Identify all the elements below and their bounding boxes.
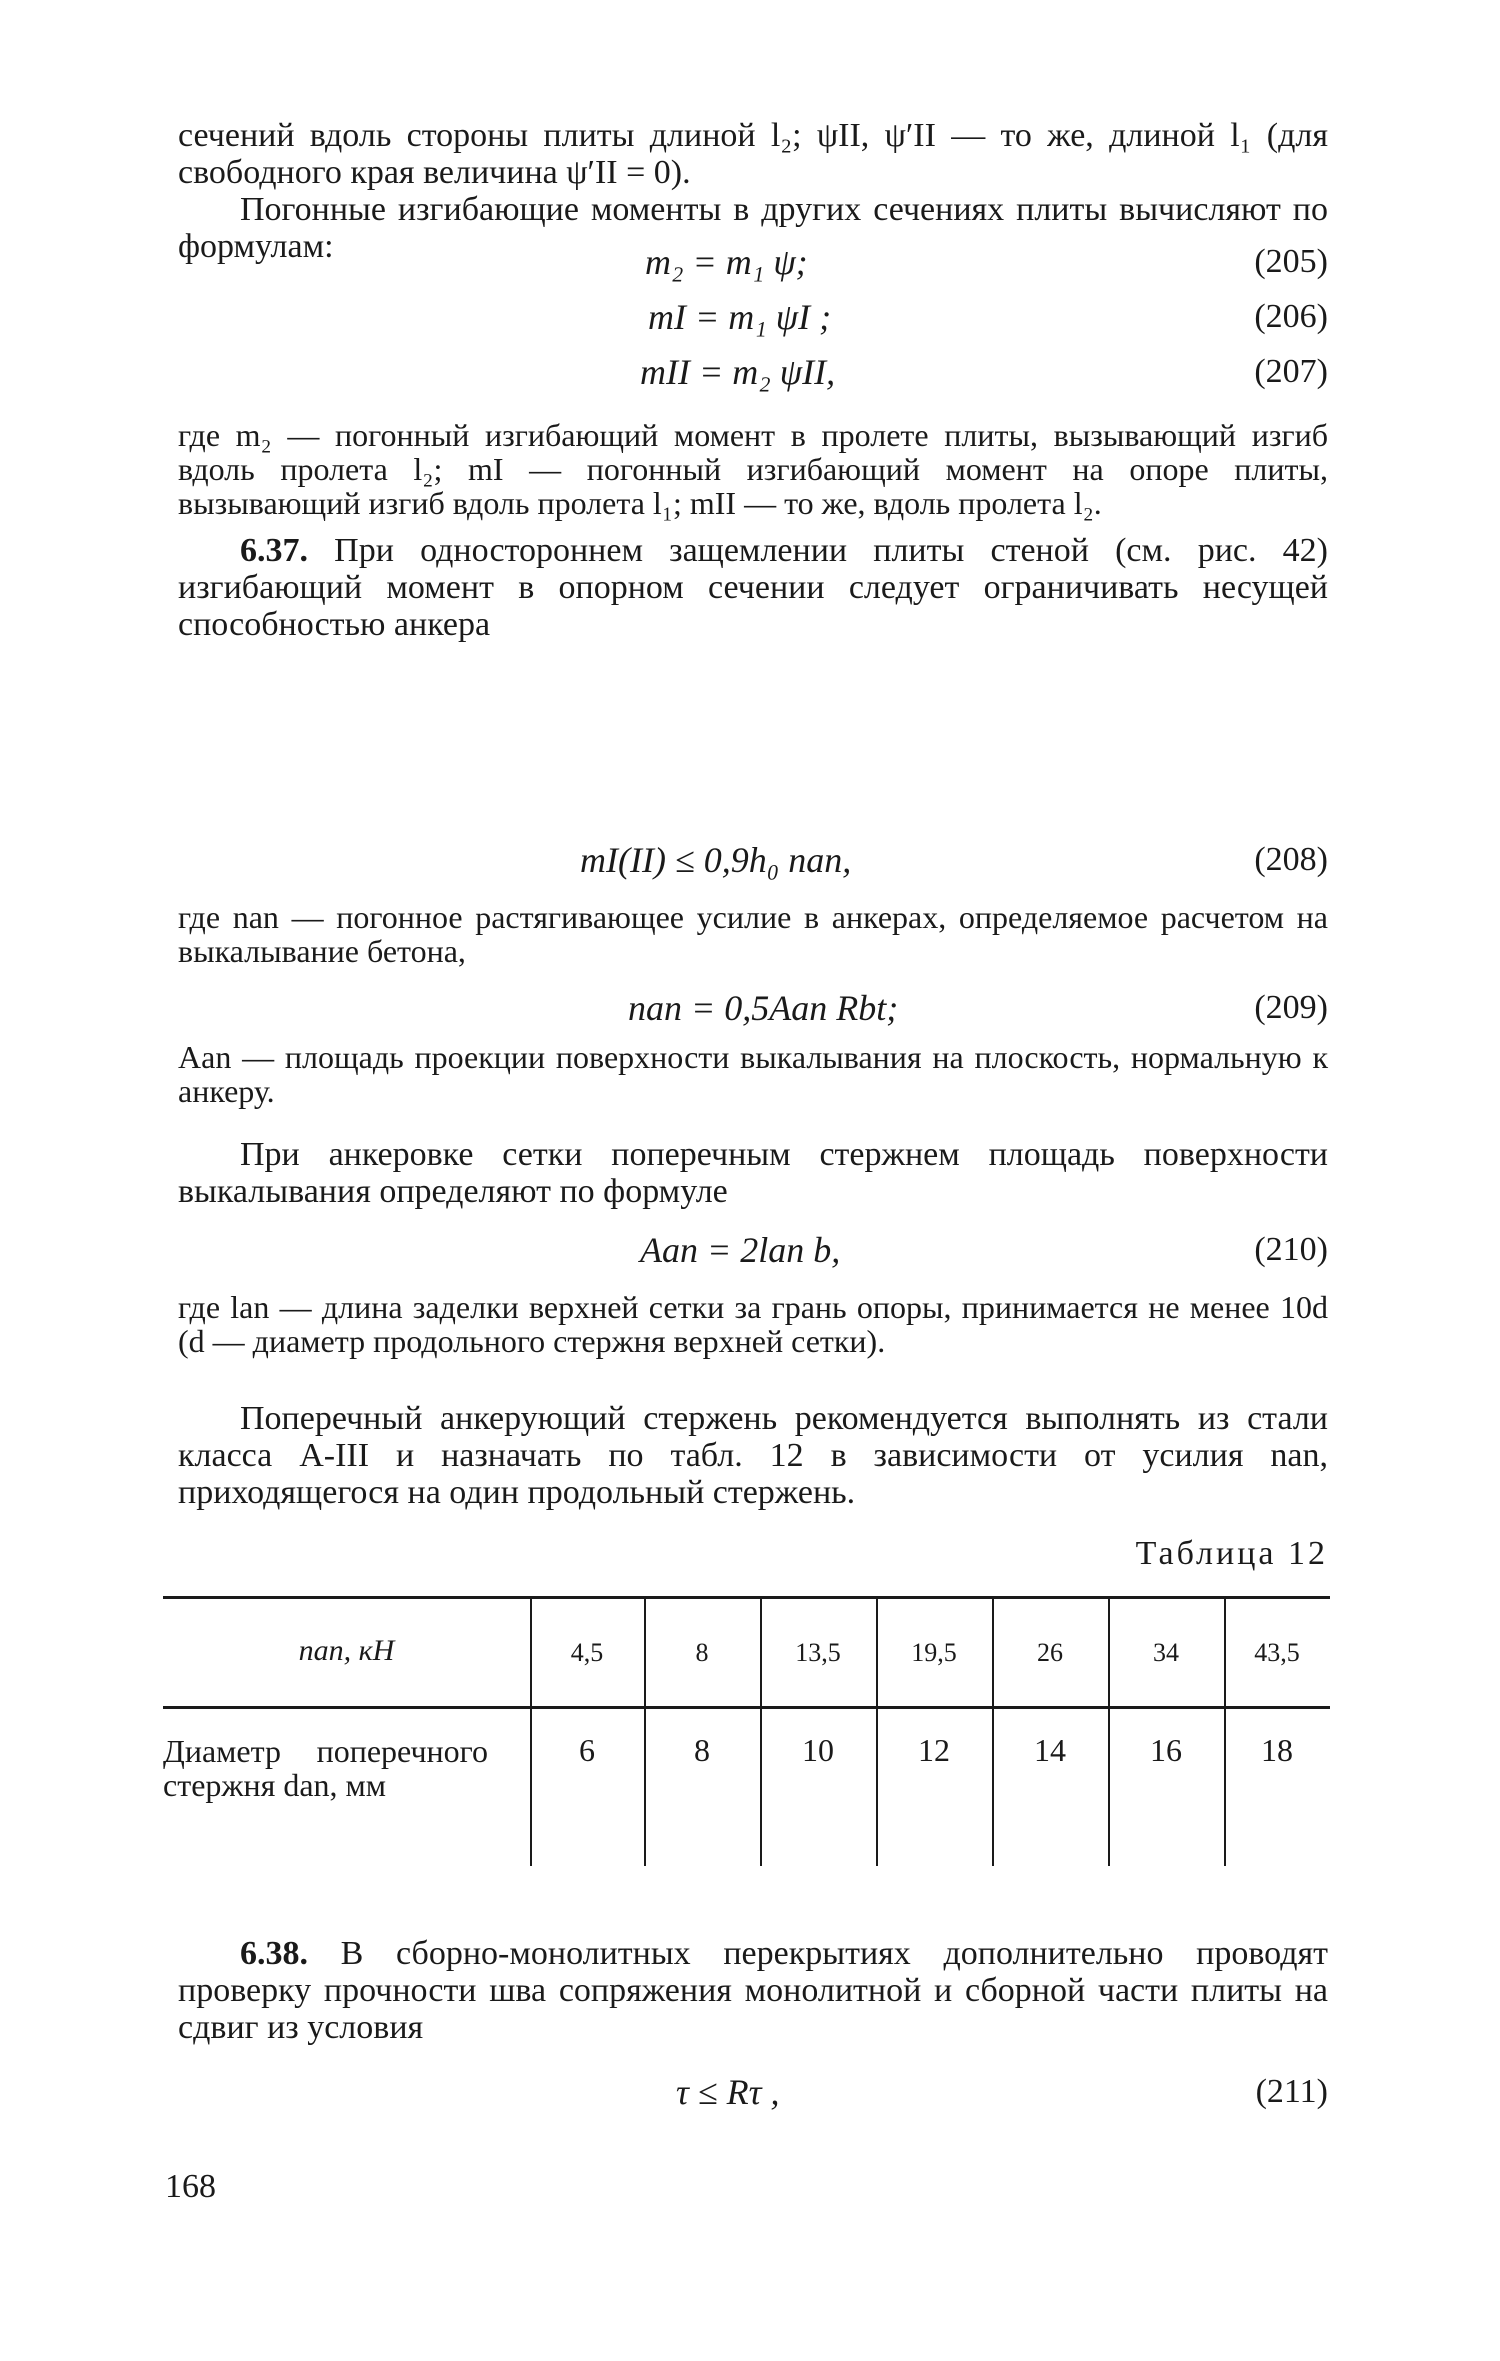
table-top-rule (163, 1596, 1330, 1599)
table-row-label: Диаметр поперечного стержня dan, мм (163, 1733, 488, 1803)
table-header-cell: 26 (1037, 1638, 1063, 1667)
paragraph-4-text: При одностороннем защемлении плиты стеной (см. рис. 42) изгибающий момент в опорном сечении следует ограничивать несущей способностью анкера (178, 532, 1328, 643)
table-column-divider (992, 1596, 994, 1866)
paragraph-2: Погонные изгибающие моменты в других сечениях плиты вычисляют по формулам: (178, 191, 1328, 265)
table-header-cell: 4,5 (570, 1638, 604, 1667)
equation-207: mII = m₂ ψII, (640, 352, 836, 392)
table-value-cell: 10 (802, 1732, 834, 1768)
table-header-cell: 19,5 (911, 1638, 957, 1667)
table-value-cell: 14 (1034, 1732, 1066, 1768)
table-12 (163, 1596, 1330, 1878)
table-column-divider (876, 1596, 878, 1866)
equation-211: τ ≤ Rτ , (676, 2072, 780, 2112)
table-value-cell: 12 (918, 1732, 950, 1768)
equation-number-208: (208) (1254, 841, 1328, 878)
table-column-divider (1108, 1596, 1110, 1866)
equation-206: mI = m₁ ψI ; (648, 297, 832, 337)
table-value-cell: 6 (579, 1732, 595, 1768)
equation-205: m₂ = m₁ ψ; (645, 242, 808, 282)
paragraph-7: При анкеровке сетки поперечным стержнем площадь поверхности выкалывания определяют по формуле (178, 1136, 1328, 1210)
table-header-cell: 43,5 (1254, 1638, 1300, 1667)
equation-number-210: (210) (1254, 1231, 1328, 1268)
equation-number-206: (206) (1254, 298, 1328, 335)
section-number-6-38: 6.38. (240, 1935, 308, 1972)
table-value-cell: 8 (694, 1732, 710, 1768)
table-column-divider (644, 1596, 646, 1866)
table-value-cell: 18 (1261, 1732, 1293, 1768)
equation-number-211: (211) (1255, 2073, 1328, 2110)
paragraph-10-text: В сборно-монолитных перекрытиях дополнительно проводят проверку прочности шва сопряжения монолитной и сборной части плиты на сдвиг из условия (178, 1935, 1328, 2046)
table-header-label: nan, кН (298, 1634, 395, 1667)
paragraph-5: где nan — погонное растягивающее усилие в анкерах, определяемое расчетом на выкалывание бетона, (178, 899, 1328, 969)
table-column-divider (1224, 1596, 1226, 1866)
table-header-cell: 8 (695, 1638, 709, 1667)
paragraph-1: сечений вдоль стороны плиты длиной l₂; ψII, ψ′II — то же, длиной l₁ (для свободного края величина ψ′II = 0). (178, 117, 1328, 191)
table-caption: Таблица 12 (1135, 1535, 1328, 1572)
paragraph-8: где lan — длина заделки верхней сетки за грань опоры, принимается не менее 10d (d — диаметр продольного стержня верхней сетки). (178, 1289, 1328, 1359)
paragraph-6: Aan — площадь проекции поверхности выкалывания на плоскость, нормальную к анкеру. (178, 1039, 1328, 1109)
equation-209: nan = 0,5Aan Rbt; (628, 988, 899, 1028)
equation-number-207: (207) (1254, 353, 1328, 390)
table-header-cell: 13,5 (795, 1638, 841, 1667)
paragraph-10 (178, 1935, 1328, 2046)
equation-210: Aan = 2lan b, (640, 1230, 841, 1270)
table-header-cell: 34 (1153, 1638, 1179, 1667)
table-value-cell: 16 (1150, 1732, 1182, 1768)
equation-number-209: (209) (1254, 989, 1328, 1026)
table-column-divider (760, 1596, 762, 1866)
page-number: 168 (165, 2168, 216, 2205)
paragraph-3: где m₂ — погонный изгибающий момент в пролете плиты, вызывающий изгиб вдоль пролета l₂; mI — погонный изгибающий момент на опоре плиты, вызывающий изгиб вдоль пролета l₁; mII — то же, вдоль пролета l₂. (178, 417, 1328, 521)
table-header-rule (163, 1706, 1330, 1709)
paragraph-9: Поперечный анкерующий стержень рекомендуется выполнять из стали класса А-III и назначать по табл. 12 в зависимости от усилия nan, приходящегося на один продольный стержень. (178, 1400, 1328, 1511)
equation-208: mI(II) ≤ 0,9h₀ nan, (580, 840, 852, 880)
paragraph-4 (178, 532, 1328, 643)
table-column-divider (530, 1596, 532, 1866)
section-number-6-37: 6.37. (240, 532, 308, 569)
equation-number-205: (205) (1254, 243, 1328, 280)
